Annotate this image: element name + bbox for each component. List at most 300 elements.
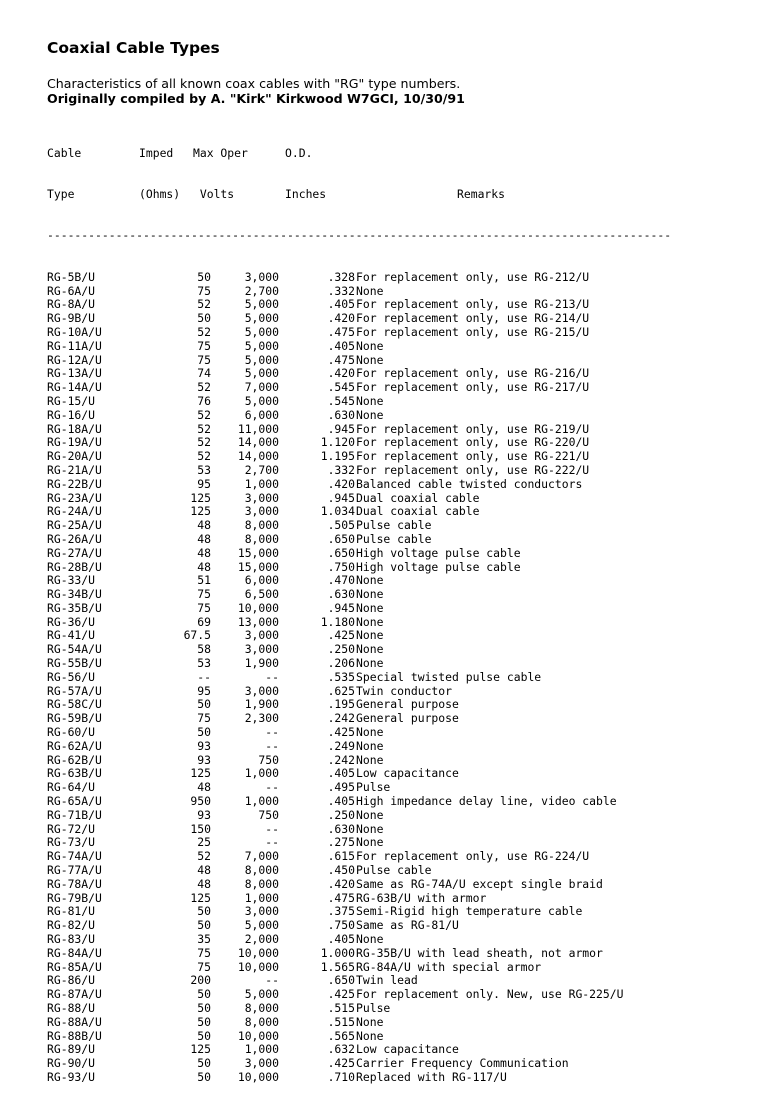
max-volts-cell: 5,000 (244, 366, 279, 381)
cable-type-cell: RG-15/U (47, 393, 96, 408)
table-row (47, 1043, 747, 1057)
max-volts-cell: 2,700 (244, 462, 279, 477)
impedance-cell: 950 (190, 794, 211, 809)
outer-diameter-cell: .425 (327, 628, 355, 643)
max-volts-cell: -- (265, 669, 279, 684)
table-header-row-2 (47, 188, 747, 202)
table-row (47, 643, 747, 657)
impedance-cell: 50 (197, 918, 211, 933)
cable-type-cell: RG-64/U (47, 780, 96, 795)
outer-diameter-cell: .405 (327, 297, 355, 312)
max-volts-cell: 3,000 (244, 683, 279, 698)
table-row (47, 740, 747, 754)
document (47, 38, 747, 1112)
table-row (47, 933, 747, 947)
table-row (47, 464, 747, 478)
header-max-oper: Max Oper (193, 145, 248, 160)
max-volts-cell: 3,000 (244, 628, 279, 643)
outer-diameter-cell: .375 (327, 904, 355, 919)
impedance-cell: 125 (190, 890, 211, 905)
cable-type-cell: RG-6A/U (47, 283, 96, 298)
impedance-cell: 50 (197, 269, 211, 284)
max-volts-cell: 5,000 (244, 324, 279, 339)
table-row (47, 367, 747, 381)
table-row (47, 823, 747, 837)
max-volts-cell: 5,000 (244, 297, 279, 312)
impedance-cell: 125 (190, 504, 211, 519)
max-volts-cell: 10,000 (237, 1028, 279, 1043)
remarks-cell: None (356, 283, 384, 298)
outer-diameter-cell: .495 (327, 780, 355, 795)
cable-type-cell: RG-16/U (47, 407, 96, 422)
remarks-cell: None (356, 725, 384, 740)
impedance-cell: 52 (197, 324, 211, 339)
remarks-cell: Low capacitance (356, 1042, 459, 1057)
max-volts-cell: 8,000 (244, 863, 279, 878)
impedance-cell: 48 (197, 559, 211, 574)
impedance-cell: 76 (197, 393, 211, 408)
impedance-cell: 53 (197, 462, 211, 477)
table-row (47, 657, 747, 671)
outer-diameter-cell: .332 (327, 283, 355, 298)
max-volts-cell: 5,000 (244, 311, 279, 326)
impedance-cell: 48 (197, 531, 211, 546)
remarks-cell: For replacement only. New, use RG-225/U (356, 987, 624, 1002)
outer-diameter-cell: .475 (327, 352, 355, 367)
table-row (47, 947, 747, 961)
remarks-cell: None (356, 600, 384, 615)
cable-type-cell: RG-24A/U (47, 504, 102, 519)
outer-diameter-cell: .545 (327, 393, 355, 408)
impedance-cell: 93 (197, 738, 211, 753)
remarks-cell: Pulse cable (356, 863, 432, 878)
impedance-cell: 51 (197, 573, 211, 588)
cable-type-cell: RG-28B/U (47, 559, 102, 574)
max-volts-cell: 10,000 (237, 600, 279, 615)
outer-diameter-cell: .650 (327, 973, 355, 988)
table-row (47, 588, 747, 602)
header-ohms: (Ohms) (139, 186, 181, 201)
remarks-cell: General purpose (356, 711, 459, 726)
table-row (47, 381, 747, 395)
table-row (47, 1016, 747, 1030)
remarks-cell: None (356, 738, 384, 753)
table-row (47, 519, 747, 533)
table-row (47, 326, 747, 340)
impedance-cell: 52 (197, 849, 211, 864)
intro-description: Characteristics of all known coax cables with "RG" type numbers. (47, 76, 461, 91)
outer-diameter-cell: .515 (327, 1014, 355, 1029)
header-inches: Inches (285, 186, 327, 201)
outer-diameter-cell: .420 (327, 311, 355, 326)
outer-diameter-cell: .405 (327, 766, 355, 781)
remarks-cell: None (356, 628, 384, 643)
outer-diameter-cell: .206 (327, 656, 355, 671)
impedance-cell: 75 (197, 600, 211, 615)
table-row (47, 919, 747, 933)
remarks-cell: None (356, 393, 384, 408)
cable-type-cell: RG-89/U (47, 1042, 96, 1057)
outer-diameter-cell: 1.034 (320, 504, 355, 519)
header-cable: Cable (47, 145, 82, 160)
impedance-cell: 48 (197, 863, 211, 878)
max-volts-cell: 15,000 (237, 545, 279, 560)
cable-type-cell: RG-56/U (47, 669, 96, 684)
remarks-cell: For replacement only, use RG-220/U (356, 435, 590, 450)
remarks-cell: None (356, 614, 384, 629)
table-row (47, 685, 747, 699)
table-row (47, 836, 747, 850)
impedance-cell: 50 (197, 1001, 211, 1015)
table-body (47, 271, 747, 1085)
max-volts-cell: 2,000 (244, 932, 279, 947)
cable-type-cell: RG-58C/U (47, 697, 102, 712)
max-volts-cell: 10,000 (237, 945, 279, 960)
outer-diameter-cell: .625 (327, 683, 355, 698)
max-volts-cell: 1,000 (244, 890, 279, 905)
header-volts: Volts (193, 186, 235, 201)
max-volts-cell: 6,000 (244, 573, 279, 588)
remarks-cell: None (356, 587, 384, 602)
remarks-cell: Twin lead (356, 973, 418, 988)
outer-diameter-cell: .630 (327, 821, 355, 836)
table-row (47, 616, 747, 630)
max-volts-cell: 5,000 (244, 987, 279, 1002)
impedance-cell: 95 (197, 476, 211, 491)
outer-diameter-cell: 1.000 (320, 945, 355, 960)
impedance-cell: -- (197, 669, 211, 684)
table-row (47, 850, 747, 864)
cable-type-cell: RG-21A/U (47, 462, 102, 477)
outer-diameter-cell: .405 (327, 338, 355, 353)
outer-diameter-cell: .249 (327, 738, 355, 753)
max-volts-cell: -- (265, 821, 279, 836)
max-volts-cell: 750 (258, 752, 279, 767)
outer-diameter-cell: 1.565 (320, 959, 355, 974)
outer-diameter-cell: .275 (327, 835, 355, 850)
impedance-cell: 48 (197, 780, 211, 795)
table-row (47, 492, 747, 506)
cable-type-cell: RG-73/U (47, 835, 96, 850)
max-volts-cell: 8,000 (244, 518, 279, 533)
remarks-cell: None (356, 642, 384, 657)
outer-diameter-cell: .945 (327, 421, 355, 436)
table-row (47, 1071, 747, 1085)
cable-type-cell: RG-57A/U (47, 683, 102, 698)
impedance-cell: 50 (197, 987, 211, 1002)
cable-type-cell: RG-36/U (47, 614, 96, 629)
max-volts-cell: 8,000 (244, 1001, 279, 1015)
remarks-cell: None (356, 752, 384, 767)
impedance-cell: 75 (197, 352, 211, 367)
impedance-cell: 48 (197, 876, 211, 891)
remarks-cell: RG-63B/U with armor (356, 890, 487, 905)
cable-type-cell: RG-33/U (47, 573, 96, 588)
header-imped: Imped (139, 145, 174, 160)
cable-type-cell: RG-14A/U (47, 380, 102, 395)
outer-diameter-cell: .515 (327, 1001, 355, 1015)
remarks-cell: None (356, 573, 384, 588)
impedance-cell: 95 (197, 683, 211, 698)
table-row (47, 298, 747, 312)
max-volts-cell: 1,000 (244, 766, 279, 781)
cable-type-cell: RG-5B/U (47, 269, 96, 284)
remarks-cell: For replacement only, use RG-219/U (356, 421, 590, 436)
max-volts-cell: 750 (258, 807, 279, 822)
impedance-cell: 50 (197, 1056, 211, 1071)
remarks-cell: None (356, 407, 384, 422)
outer-diameter-cell: .475 (327, 324, 355, 339)
max-volts-cell: -- (265, 725, 279, 740)
outer-diameter-cell: .615 (327, 849, 355, 864)
impedance-cell: 69 (197, 614, 211, 629)
remarks-cell: Dual coaxial cable (356, 490, 480, 505)
remarks-cell: None (356, 338, 384, 353)
outer-diameter-cell: .545 (327, 380, 355, 395)
table-row (47, 533, 747, 547)
impedance-cell: 125 (190, 1042, 211, 1057)
remarks-cell: Pulse cable (356, 531, 432, 546)
impedance-cell: 67.5 (183, 628, 211, 643)
outer-diameter-cell: .650 (327, 531, 355, 546)
remarks-cell: For replacement only, use RG-222/U (356, 462, 590, 477)
max-volts-cell: 5,000 (244, 393, 279, 408)
cable-type-cell: RG-84A/U (47, 945, 102, 960)
impedance-cell: 50 (197, 1028, 211, 1043)
impedance-cell: 52 (197, 380, 211, 395)
impedance-cell: 50 (197, 1014, 211, 1029)
table-row (47, 602, 747, 616)
max-volts-cell: 3,000 (244, 904, 279, 919)
max-volts-cell: 6,500 (244, 587, 279, 602)
outer-diameter-cell: .535 (327, 669, 355, 684)
impedance-cell: 75 (197, 338, 211, 353)
table-row (47, 312, 747, 326)
remarks-cell: For replacement only, use RG-212/U (356, 269, 590, 284)
outer-diameter-cell: .250 (327, 642, 355, 657)
table-row (47, 395, 747, 409)
cable-type-cell: RG-88/U (47, 1001, 96, 1015)
impedance-cell: 50 (197, 904, 211, 919)
remarks-cell: High voltage pulse cable (356, 559, 521, 574)
cable-type-cell: RG-82/U (47, 918, 96, 933)
impedance-cell: 50 (197, 697, 211, 712)
max-volts-cell: 7,000 (244, 380, 279, 395)
table-row (47, 767, 747, 781)
cable-type-cell: RG-20A/U (47, 449, 102, 464)
cable-type-cell: RG-18A/U (47, 421, 102, 436)
cable-type-cell: RG-81/U (47, 904, 96, 919)
table-row (47, 988, 747, 1002)
max-volts-cell: 5,000 (244, 338, 279, 353)
max-volts-cell: 14,000 (237, 449, 279, 464)
outer-diameter-cell: .425 (327, 725, 355, 740)
remarks-cell: For replacement only, use RG-213/U (356, 297, 590, 312)
outer-diameter-cell: .405 (327, 932, 355, 947)
cable-type-cell: RG-13A/U (47, 366, 102, 381)
outer-diameter-cell: 1.195 (320, 449, 355, 464)
outer-diameter-cell: .632 (327, 1042, 355, 1057)
table-row (47, 1002, 747, 1016)
max-volts-cell: 7,000 (244, 849, 279, 864)
cable-type-cell: RG-27A/U (47, 545, 102, 560)
cable-type-cell: RG-59B/U (47, 711, 102, 726)
table-row (47, 354, 747, 368)
outer-diameter-cell: .750 (327, 918, 355, 933)
remarks-cell: For replacement only, use RG-224/U (356, 849, 590, 864)
table-row (47, 436, 747, 450)
table-row (47, 285, 747, 299)
cable-type-cell: RG-35B/U (47, 600, 102, 615)
table-row (47, 864, 747, 878)
outer-diameter-cell: 1.180 (320, 614, 355, 629)
max-volts-cell: 3,000 (244, 269, 279, 284)
outer-diameter-cell: .630 (327, 407, 355, 422)
remarks-cell: None (356, 932, 384, 947)
impedance-cell: 48 (197, 545, 211, 560)
max-volts-cell: 10,000 (237, 1069, 279, 1084)
remarks-cell: None (356, 352, 384, 367)
cable-type-cell: RG-23A/U (47, 490, 102, 505)
remarks-cell: None (356, 821, 384, 836)
outer-diameter-cell: .450 (327, 863, 355, 878)
max-volts-cell: 8,000 (244, 1014, 279, 1029)
outer-diameter-cell: .242 (327, 711, 355, 726)
cable-type-cell: RG-78A/U (47, 876, 102, 891)
table-row (47, 450, 747, 464)
max-volts-cell: 2,300 (244, 711, 279, 726)
cable-table (47, 119, 747, 1112)
impedance-cell: 75 (197, 711, 211, 726)
impedance-cell: 25 (197, 835, 211, 850)
cable-type-cell: RG-8A/U (47, 297, 96, 312)
impedance-cell: 58 (197, 642, 211, 657)
impedance-cell: 200 (190, 973, 211, 988)
cable-type-cell: RG-88B/U (47, 1028, 102, 1043)
max-volts-cell: 1,900 (244, 656, 279, 671)
remarks-cell: Balanced cable twisted conductors (356, 476, 583, 491)
impedance-cell: 50 (197, 725, 211, 740)
cable-type-cell: RG-34B/U (47, 587, 102, 602)
header-remarks: Remarks (457, 186, 506, 201)
table-row (47, 878, 747, 892)
max-volts-cell: 8,000 (244, 876, 279, 891)
impedance-cell: 125 (190, 766, 211, 781)
impedance-cell: 48 (197, 518, 211, 533)
table-row (47, 340, 747, 354)
cable-type-cell: RG-19A/U (47, 435, 102, 450)
outer-diameter-cell: .565 (327, 1028, 355, 1043)
remarks-cell: Carrier Frequency Communication (356, 1056, 569, 1071)
cable-type-cell: RG-62B/U (47, 752, 102, 767)
remarks-cell: For replacement only, use RG-214/U (356, 311, 590, 326)
remarks-cell: RG-84A/U with special armor (356, 959, 542, 974)
remarks-cell: Twin conductor (356, 683, 453, 698)
impedance-cell: 50 (197, 1069, 211, 1084)
table-row (47, 574, 747, 588)
max-volts-cell: 1,000 (244, 794, 279, 809)
table-row (47, 1057, 747, 1071)
cable-type-cell: RG-11A/U (47, 338, 102, 353)
cable-type-cell: RG-9B/U (47, 311, 96, 326)
remarks-cell: None (356, 1014, 384, 1029)
impedance-cell: 150 (190, 821, 211, 836)
outer-diameter-cell: .195 (327, 697, 355, 712)
table-row (47, 561, 747, 575)
max-volts-cell: 13,000 (237, 614, 279, 629)
cable-type-cell: RG-10A/U (47, 324, 102, 339)
table-row (47, 712, 747, 726)
cable-type-cell: RG-62A/U (47, 738, 102, 753)
remarks-cell: Pulse (356, 1001, 391, 1015)
impedance-cell: 125 (190, 490, 211, 505)
cable-type-cell: RG-71B/U (47, 807, 102, 822)
max-volts-cell: 1,000 (244, 1042, 279, 1057)
cable-type-cell: RG-85A/U (47, 959, 102, 974)
intro (47, 76, 747, 106)
max-volts-cell: 6,000 (244, 407, 279, 422)
cable-type-cell: RG-93/U (47, 1069, 96, 1084)
outer-diameter-cell: .650 (327, 545, 355, 560)
remarks-cell: RG-35B/U with lead sheath, not armor (356, 945, 603, 960)
max-volts-cell: -- (265, 835, 279, 850)
outer-diameter-cell: .420 (327, 476, 355, 491)
header-od: O.D. (285, 145, 313, 160)
impedance-cell: 75 (197, 959, 211, 974)
remarks-cell: Pulse cable (356, 518, 432, 533)
remarks-cell: None (356, 835, 384, 850)
remarks-cell: Same as RG-81/U (356, 918, 459, 933)
table-row (47, 505, 747, 519)
remarks-cell: Low capacitance (356, 766, 459, 781)
outer-diameter-cell: .425 (327, 987, 355, 1002)
table-row (47, 754, 747, 768)
cable-type-cell: RG-41/U (47, 628, 96, 643)
remarks-cell: General purpose (356, 697, 459, 712)
remarks-cell: None (356, 1028, 384, 1043)
impedance-cell: 52 (197, 297, 211, 312)
remarks-cell: Pulse (356, 780, 391, 795)
table-divider (47, 229, 747, 243)
max-volts-cell: 15,000 (237, 559, 279, 574)
table-header-row-1 (47, 147, 747, 161)
intro-credit: Originally compiled by A. "Kirk" Kirkwood W7GCI, 10/30/91 (47, 91, 465, 106)
max-volts-cell: 1,000 (244, 476, 279, 491)
cable-type-cell: RG-12A/U (47, 352, 102, 367)
remarks-cell: Replaced with RG-117/U (356, 1069, 507, 1084)
max-volts-cell: 3,000 (244, 1056, 279, 1071)
cable-type-cell: RG-55B/U (47, 656, 102, 671)
outer-diameter-cell: .470 (327, 573, 355, 588)
cable-type-cell: RG-22B/U (47, 476, 102, 491)
remarks-cell: For replacement only, use RG-217/U (356, 380, 590, 395)
remarks-cell: Special twisted pulse cable (356, 669, 542, 684)
impedance-cell: 52 (197, 435, 211, 450)
header-type: Type (47, 186, 75, 201)
remarks-cell: Same as RG-74A/U except single braid (356, 876, 603, 891)
outer-diameter-cell: .425 (327, 1056, 355, 1071)
cable-type-cell: RG-87A/U (47, 987, 102, 1002)
cable-type-cell: RG-25A/U (47, 518, 102, 533)
outer-diameter-cell: .242 (327, 752, 355, 767)
impedance-cell: 52 (197, 421, 211, 436)
divider-line: ------------------------------------------------------------------------------------------- (47, 228, 672, 243)
outer-diameter-cell: .332 (327, 462, 355, 477)
outer-diameter-cell: .630 (327, 587, 355, 602)
max-volts-cell: -- (265, 738, 279, 753)
cable-type-cell: RG-63B/U (47, 766, 102, 781)
impedance-cell: 52 (197, 449, 211, 464)
